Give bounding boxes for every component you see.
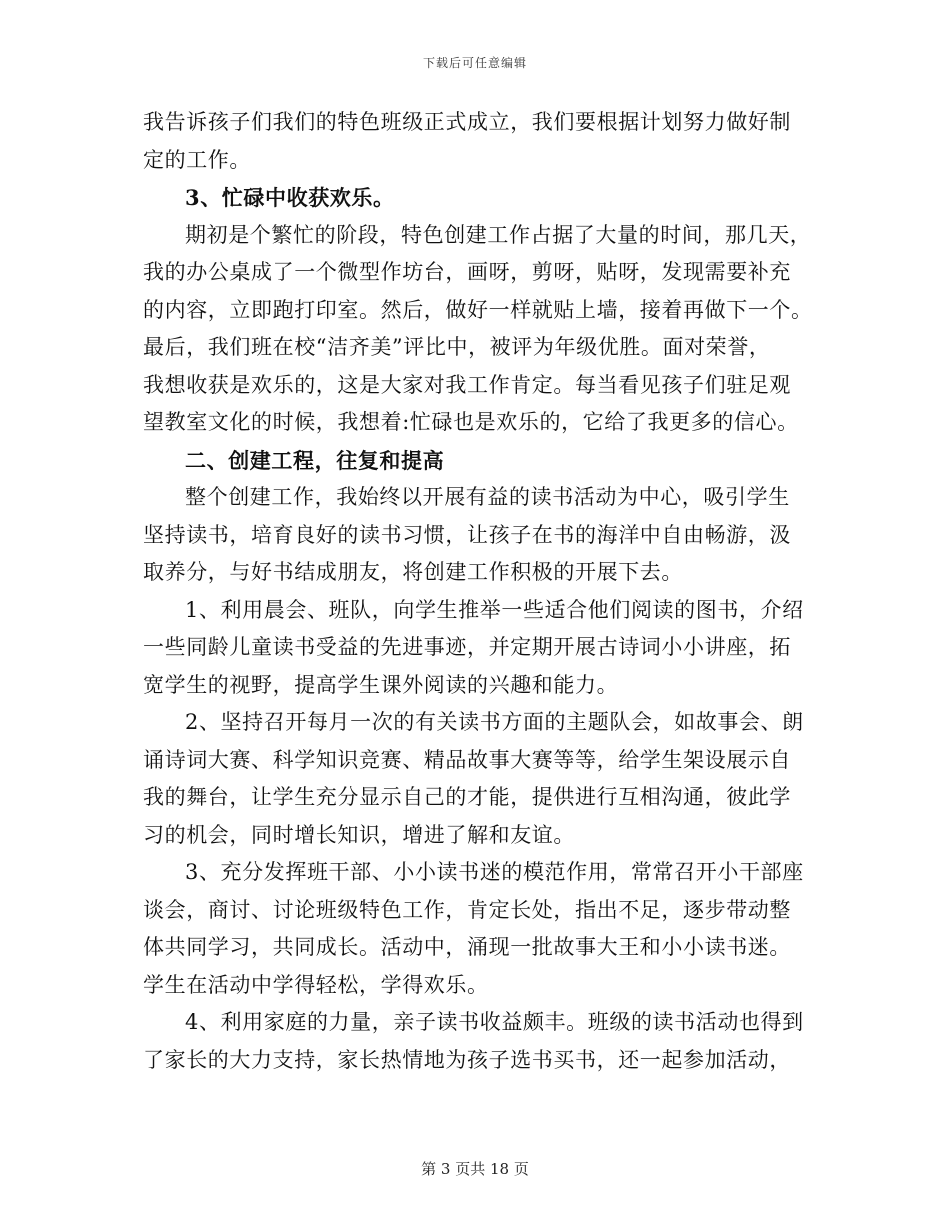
text-line: 谈会，商讨、讨论班级特色工作，肯定长处，指出不足，逐步带动整: [143, 897, 791, 922]
section-heading-2: 二、创建工程，往复和提高: [185, 447, 445, 473]
text-line: 诵诗词大赛、科学知识竞赛、精品故事大赛等等，给学生架设展示自: [143, 747, 791, 772]
paragraph-1: [143, 104, 813, 179]
text-line: 期初是个繁忙的阶段，特色创建工作占据了大量的时间，那几天，: [185, 222, 812, 247]
document-body: [143, 104, 813, 1079]
text-line: 习的机会，同时增长知识，增进了解和友谊。: [143, 822, 575, 847]
text-line: 我告诉孩子们我们的特色班级正式成立，我们要根据计划努力做好制: [143, 110, 791, 134]
text-line: 一些同龄儿童读书受益的先进事迹，并定期开展古诗词小小讲座，拓: [143, 635, 791, 659]
text-line: 整个创建工作，我始终以开展有益的读书活动为中心，吸引学生: [185, 485, 790, 509]
text-line: 了家长的大力支持，家长热情地为孩子选书买书，还一起参加活动，: [143, 1047, 791, 1072]
text-line: 我的办公桌成了一个微型作坊台，画呀，剪呀，贴呀，发现需要补充: [143, 260, 791, 284]
text-line: 坚持读书，培育良好的读书习惯，让孩子在书的海洋中自由畅游，汲: [143, 522, 791, 547]
text-line: 的内容，立即跑打印室。然后，做好一样就贴上墙，接着再做下一个。: [143, 297, 813, 322]
text-line: 我的舞台，让学生充分显示自己的才能，提供进行互相沟通，彼此学: [143, 785, 791, 809]
paragraph-3: [143, 479, 813, 592]
text-line: 4、利用家庭的力量，亲子读书收益颇丰。班级的读书活动也得到: [185, 1010, 804, 1034]
text-line: 3、充分发挥班干部、小小读书迷的模范作用，常常召开小干部座: [185, 860, 804, 884]
text-line: 取养分，与好书结成朋友，将创建工作积极的开展下去。: [143, 560, 683, 584]
text-line: 1、利用晨会、班队，向学生推举一些适合他们阅读的图书，介绍: [185, 597, 804, 622]
paragraph-7: [143, 1004, 813, 1079]
paragraph-6: [143, 854, 813, 1004]
text-line: 宽学生的视野，提高学生课外阅读的兴趣和能力。: [143, 672, 619, 697]
paragraph-4: [143, 592, 813, 705]
text-line: 学生在活动中学得轻松，学得欢乐。: [143, 972, 489, 997]
text-line: 我想收获是欢乐的，这是大家对我工作肯定。每当看见孩子们驻足观: [143, 372, 791, 397]
page-footer: 第 3 页共 18 页: [421, 1160, 529, 1178]
paragraph-5: [143, 704, 813, 854]
text-line: 定的工作。: [143, 147, 251, 172]
text-line: 望教室文化的时候，我想着:忙碌也是欢乐的，它给了我更多的信心。: [143, 410, 799, 434]
text-line: 最后，我们班在校“洁齐美”评比中，被评为年级优胜。面对荣誉，: [143, 335, 771, 359]
paragraph-2: [143, 217, 813, 442]
section-heading-3: 3、忙碌中收获欢乐。: [185, 185, 395, 210]
text-line: 体共同学习，共同成长。活动中，涌现一批故事大王和小小读书迷。: [143, 935, 791, 959]
text-line: 2、坚持召开每月一次的有关读书方面的主题队会，如故事会、朗: [185, 710, 804, 734]
page-header: 下载后可任意编辑: [422, 56, 527, 70]
